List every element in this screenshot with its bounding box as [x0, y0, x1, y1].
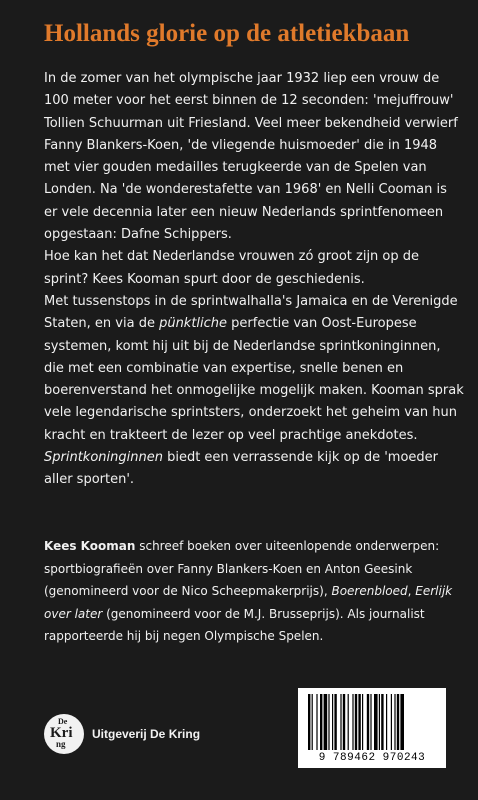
publisher-name: Uitgeverij De Kring — [92, 727, 201, 741]
blurb-paragraph-1: In de zomer van het olympische jaar 1932 liep een vrouw de 100 meter voor het eerst binnen de 12 seconden: 'mejuffrouw' Tollien Schuurman uit Friesland. Veel meer bekendheid verwierf Fanny Blankers-Koen, 'de vliegende huismoeder' die in 1948 met vier gouden medailles terugkeerde van de Spelen van Londen. Na 'de wonderestafette van 1968' en Nelli Cooman is er vele decennia later een nieuw Nederlands sprintfenomeen opgestaan: Dafne Schippers. — [44, 71, 458, 243]
blurb-p3-part-a: Met tussenstops in de sprintwalhalla's Jamaica en de Verenigde Staten, en via de — [44, 293, 458, 332]
author-book-2: Eerlijk over later — [44, 584, 453, 621]
blurb — [44, 68, 464, 492]
publisher-block — [44, 712, 200, 756]
blurb-p3-part-c: biedt een verrassende kijk op de 'moeder aller sporten'. — [44, 450, 438, 488]
author-bio-separator: , — [407, 584, 416, 598]
author-book-1: Boerenbloed — [331, 584, 408, 598]
isbn-number: 9 789462 970243 — [318, 752, 426, 764]
barcode-bars — [306, 694, 438, 750]
book-title: Hollands glorie op de atletiekbaan — [44, 20, 410, 47]
isbn-barcode — [298, 688, 446, 768]
logo-text-2: Kri — [50, 725, 73, 741]
logo-text-3: ng — [56, 739, 66, 749]
logo-text-1: De — [58, 717, 68, 726]
blurb-paragraph-2: Hoe kan het dat Nederlandse vrouwen zó groot zijn op de sprint? Kees Kooman spurt door de geschiedenis. — [44, 249, 420, 287]
author-bio-part-2: (genomineerd voor de M.J. Brusseprijs). Als journalist rapporteerde hij bij negen Olympische Spelen. — [44, 606, 425, 643]
author-bio-paragraph — [44, 535, 464, 648]
blurb-p3-book-title: Sprintkoninginnen — [44, 450, 163, 466]
blurb-p3-part-b: perfectie van Oost-Europese systemen, komt hij uit bij de Nederlandse sprintkoninginnen, die met een combinatie van expertise, snelle benen en boerenverstand het onmogelijke mogelijk maken. Kooman sprak vele legendarische sprintsters, onderzoekt het geheim van hun kracht en trakteert de lezer op veel prachtige anekdotes. — [44, 316, 464, 443]
author-name: Kees Kooman — [44, 539, 136, 553]
author-bio — [44, 535, 464, 648]
blurb-p3-emphasis: pünktliche — [159, 316, 228, 332]
author-bio-part-1: schreef boeken over uiteenlopende onderwerpen: sportbiografieën over Fanny Blankers-Koen en Anton Geesink (genomineerd voor de Nico Scheepmakerprijs), — [44, 539, 440, 598]
blurb-paragraph-3 — [44, 291, 464, 492]
publisher-logo — [44, 714, 84, 754]
